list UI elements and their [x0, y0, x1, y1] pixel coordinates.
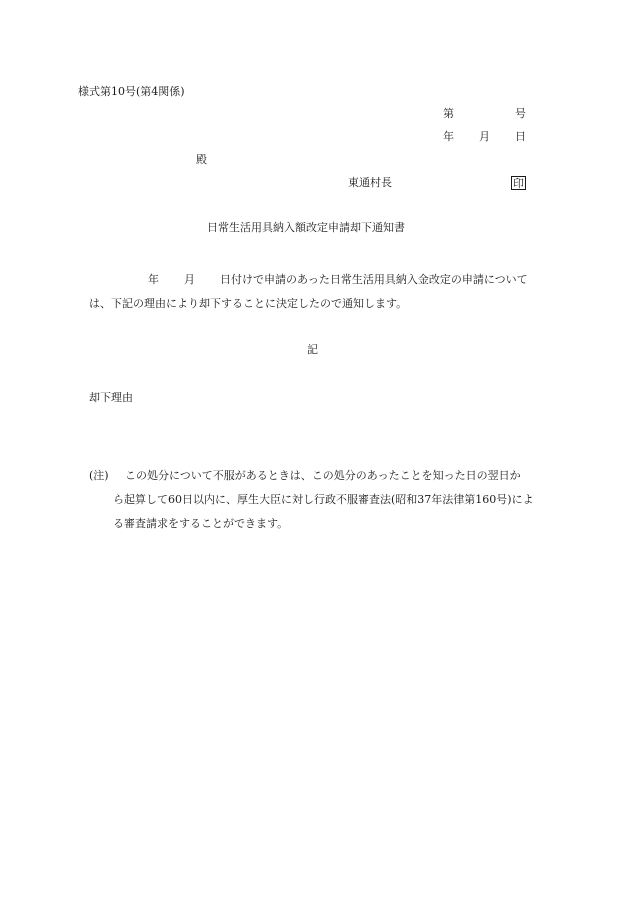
doc-number-prefix: 第: [443, 107, 454, 120]
ki-heading: 記: [307, 343, 318, 356]
form-number: 様式第10号(第4関係): [78, 85, 185, 98]
date-day: 日: [515, 130, 526, 143]
note-line-1: この処分について不服があるときは、この処分のあったことを知った日の翌日か: [125, 469, 521, 482]
seal-stamp: 印: [513, 177, 524, 190]
body-year: 年: [148, 273, 159, 286]
note-label: (注): [89, 469, 109, 482]
body-line-2: は、下記の理由により却下することに決定したので通知します。: [89, 297, 408, 310]
body-month: 月: [184, 273, 195, 286]
note-line-2: ら起算して60日以内に、厚生大臣に対し行政不服審査法(昭和37年法律第160号)によ: [113, 493, 534, 506]
addressee-suffix: 殿: [196, 153, 207, 166]
date-year: 年: [443, 130, 454, 143]
sender-name: 東通村長: [348, 176, 392, 189]
document-title: 日常生活用具納入額改定申請却下通知書: [207, 221, 405, 234]
reason-label: 却下理由: [89, 391, 133, 404]
doc-number-suffix: 号: [515, 107, 526, 120]
date-month: 月: [479, 130, 490, 143]
note-line-3: る審査請求をすることができます。: [113, 517, 289, 530]
body-line-1: 日付けで申請のあった日常生活用具納入金改定の申請について: [220, 273, 528, 286]
